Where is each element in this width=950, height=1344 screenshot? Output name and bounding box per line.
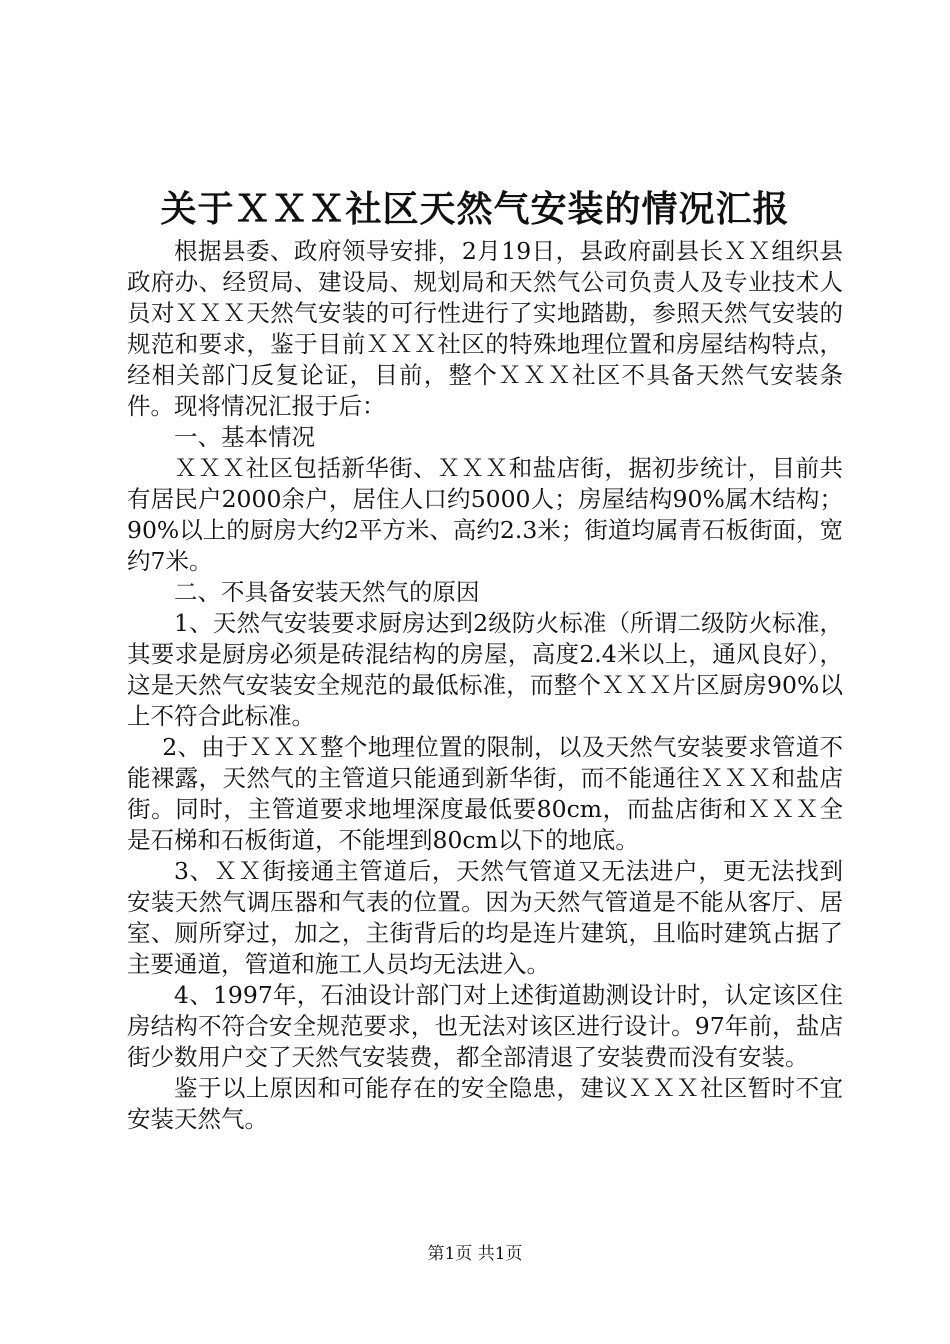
paragraph-reason-3: 3、ＸＸ街接通主管道后，天然气管道又无法进户，更无法找到安装天然气调压器和气表的位置。因为天然气管道是不能从客厅、居室、厕所穿过，加之，主街背后的均是连片建筑，且临时建筑占据了主要通道，管道和施工人员均无法进入。 bbox=[127, 857, 843, 978]
paragraph-basic-info: ＸＸＸ社区包括新华街、ＸＸＸ和盐店街，据初步统计，目前共有居民户2000余户，居住人口约5000人；房屋结构90%属木结构；90%以上的厨房大约2平方米、高约2.3米；街道均属青石板街面，宽约7米。 bbox=[127, 454, 843, 575]
paragraph-intro: 根据县委、政府领导安排，2月19日，县政府副县长ＸＸ组织县政府办、经贸局、建设局、规划局和天然气公司负责人及专业技术人员对ＸＸＸ天然气安装的可行性进行了实地踏勘，参照天然气安装的规范和要求，鉴于目前ＸＸＸ社区的特殊地理位置和房屋结构特点，经相关部门反复论证，目前，整个ＸＸＸ社区不具备天然气安装条件。现将情况汇报于后： bbox=[127, 237, 843, 420]
section-heading-reasons: 二、不具备安装天然气的原因 bbox=[174, 578, 480, 606]
paragraph-reason-1: 1、天然气安装要求厨房达到2级防火标准（所谓二级防火标准，其要求是厨房必须是砖混结构的房屋，高度2.4米以上，通风良好），这是天然气安装安全规范的最低标准，而整个ＸＸＸ片区厨房90%以上不符合此标准。 bbox=[127, 609, 843, 730]
document-body bbox=[127, 236, 843, 1135]
document-title: 关于ＸＸＸ社区天然气安装的情况汇报 bbox=[160, 188, 790, 230]
page-number-footer: 第1页 共1页 bbox=[427, 1244, 523, 1264]
paragraph-conclusion: 鉴于以上原因和可能存在的安全隐患，建议ＸＸＸ社区暂时不宜安装天然气。 bbox=[127, 1074, 843, 1133]
section-heading-basic-info: 一、基本情况 bbox=[174, 423, 315, 451]
paragraph-reason-2: 2、由于ＸＸＸ整个地理位置的限制，以及天然气安装要求管道不能裸露，天然气的主管道只能通到新华街，而不能通往ＸＸＸ和盐店街。同时，主管道要求地埋深度最低要80cm，而盐店街和ＸＸＸ全是石梯和石板街道，不能埋到80cm以下的地底。 bbox=[127, 733, 843, 854]
paragraph-reason-4: 4、1997年，石油设计部门对上述街道勘测设计时，认定该区住房结构不符合安全规范要求，也无法对该区进行设计。97年前，盐店街少数用户交了天然气安装费，都全部清退了安装费而没有安装。 bbox=[127, 981, 843, 1071]
